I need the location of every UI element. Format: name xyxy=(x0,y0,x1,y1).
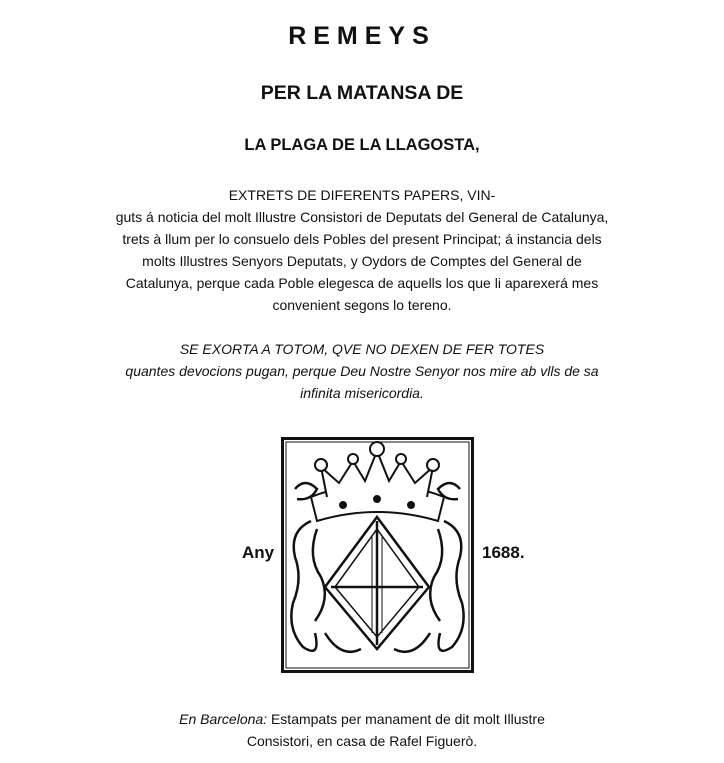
imprint xyxy=(0,708,724,752)
paragraph-line: trets à llum per lo consuelo dels Pobles del present Principat; á instancia dels xyxy=(122,231,602,247)
subtitle-matansa: PER LA MATANSA DE xyxy=(260,82,464,104)
exhortation-line: quantes devocions pugan, perque Deu Nostre Senyor nos mire ab vlls de sa xyxy=(125,363,599,379)
page-title: REMEYS xyxy=(288,22,436,50)
description-paragraph xyxy=(0,184,724,316)
exhortation-paragraph xyxy=(0,338,724,404)
imprint-place: En Barcelona: xyxy=(179,711,268,727)
imprint-line1: Estampats per manament de dit molt Illustre xyxy=(267,711,545,727)
paragraph-line: guts á noticia del molt Illustre Consistori de Deputats del General de Catalunya, xyxy=(115,209,609,225)
paragraph-line: EXTRETS DE DIFERENTS PAPERS, VIN- xyxy=(228,187,496,203)
paragraph-line: convenient segons lo tereno. xyxy=(272,297,452,313)
exhortation-line: SE EXORTA A TOTOM, QVE NO DEXEN DE FER TOTES xyxy=(179,341,545,357)
exhortation-line: infinita misericordia. xyxy=(300,385,424,401)
imprint-line2: Consistori, en casa de Rafel Figuerò. xyxy=(246,733,478,749)
date-label-any: Any xyxy=(242,543,275,562)
coat-of-arms-woodcut xyxy=(281,437,474,673)
date-year: 1688. xyxy=(482,543,525,562)
paragraph-line: molts Illustres Senyors Deputats, y Oydors de Comptes del General de xyxy=(142,253,582,269)
paragraph-line: Catalunya, perque cada Poble elegesca de aquells los que li aparexerá mes xyxy=(125,275,599,291)
subtitle-plaga: LA PLAGA DE LA LLAGOSTA, xyxy=(244,136,480,154)
